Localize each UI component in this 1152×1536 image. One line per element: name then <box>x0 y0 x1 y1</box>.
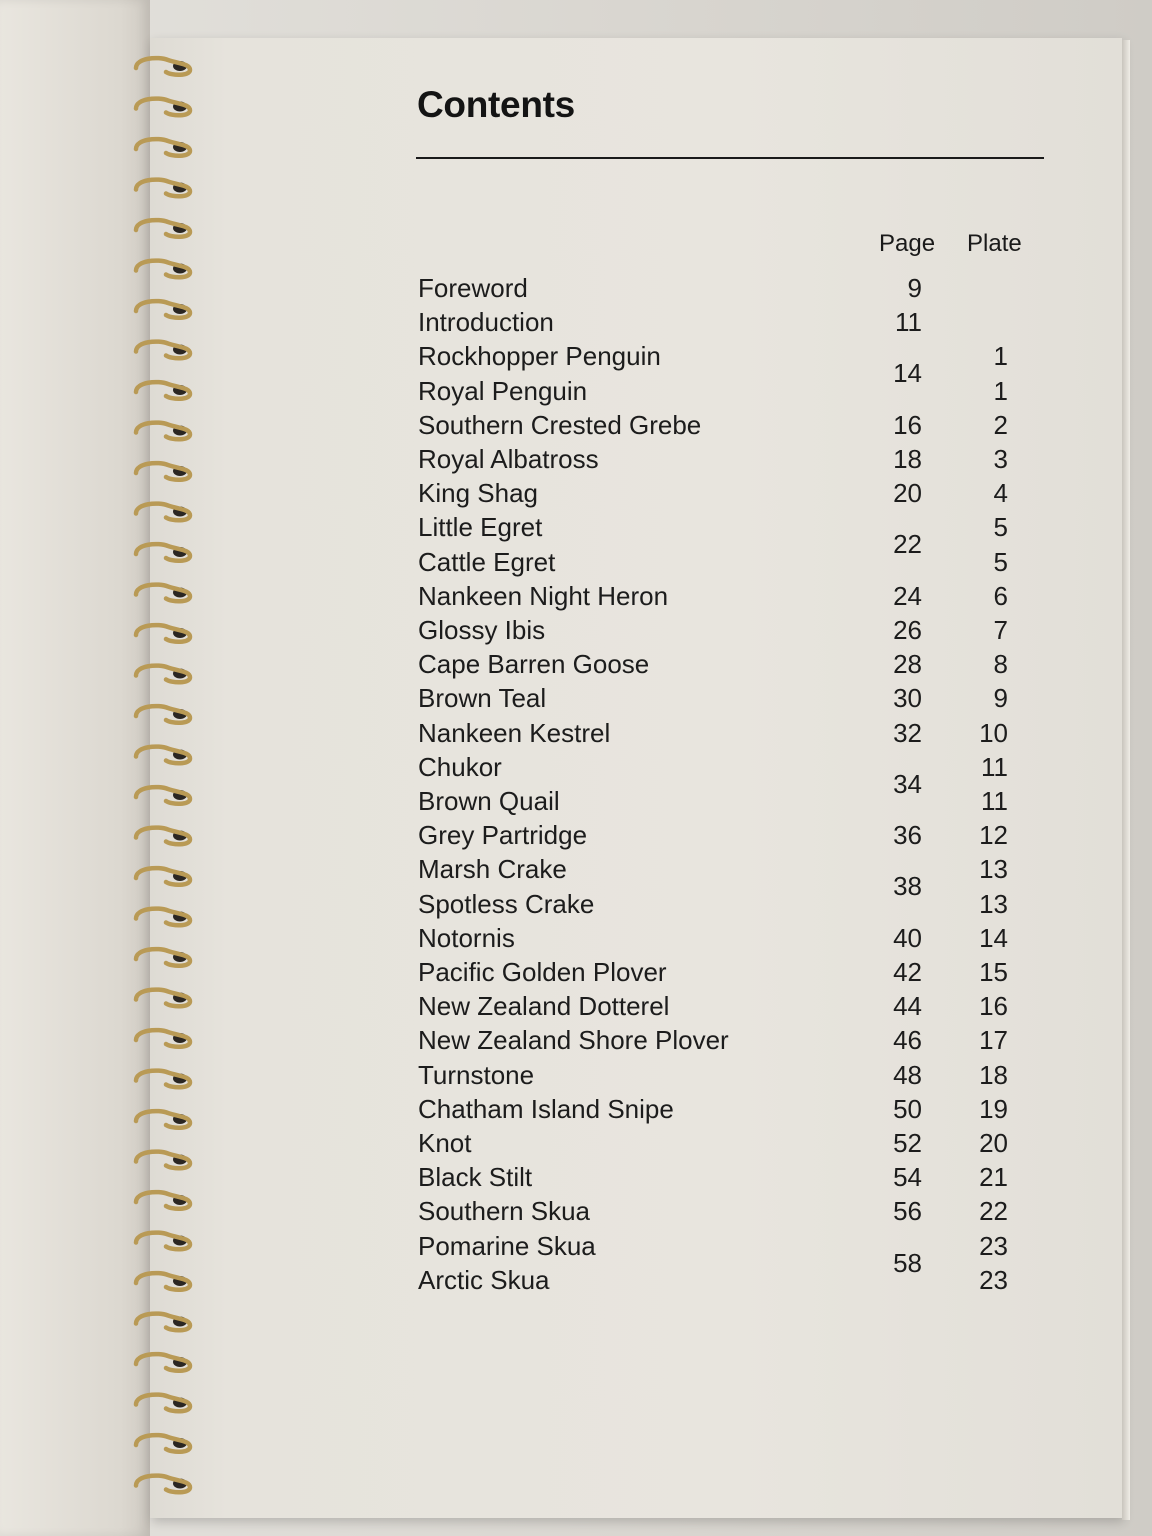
contents-row <box>0 1094 1152 1128</box>
entry-title: Knot <box>418 1128 472 1158</box>
entry-title: Pacific Golden Plover <box>418 957 667 987</box>
contents-row <box>0 410 1152 444</box>
entry-page-number: 44 <box>893 991 922 1022</box>
entry-plate-number: 1 <box>993 341 1008 372</box>
entry-title: Little Egret <box>418 512 543 543</box>
contents-row <box>0 957 1152 991</box>
entry-page-number: 46 <box>893 1025 922 1056</box>
entry-plate-number: 2 <box>993 409 1008 440</box>
contents-row <box>0 991 1152 1025</box>
entry-title: Brown Quail <box>418 786 560 816</box>
entry-page-number: 18 <box>893 444 922 474</box>
entry-page-number: 30 <box>893 683 922 714</box>
contents-row <box>0 1060 1152 1094</box>
entry-plate-number: 7 <box>993 615 1008 645</box>
entry-page-number: 14 <box>893 358 922 389</box>
contents-row <box>0 1162 1152 1196</box>
entry-page-number: 54 <box>893 1162 922 1193</box>
entry-plate-number: 21 <box>979 1162 1008 1193</box>
entry-plate-number: 3 <box>993 444 1008 474</box>
entry-plate-number: 16 <box>979 991 1008 1022</box>
entry-title: Royal Penguin <box>418 375 588 406</box>
entry-title: Black Stilt <box>418 1162 533 1193</box>
entry-plate-number: 6 <box>993 580 1008 611</box>
contents-row <box>0 751 1152 799</box>
contents-row <box>0 341 1152 389</box>
entry-plate-number: 1 <box>993 375 1008 406</box>
contents-row <box>0 444 1152 478</box>
contents-row <box>0 1196 1152 1230</box>
contents-row <box>0 273 1152 307</box>
entry-title: Foreword <box>418 273 528 303</box>
contents-row <box>0 889 1152 923</box>
entry-plate-number: 23 <box>979 1230 1008 1261</box>
entry-page-number: 26 <box>893 615 922 645</box>
entry-plate-number: 14 <box>979 922 1008 953</box>
entry-page-number: 24 <box>893 580 922 611</box>
entry-plate-number: 8 <box>993 649 1008 680</box>
entry-title: Brown Teal <box>418 683 547 714</box>
entry-title: King Shag <box>418 478 538 509</box>
entry-title: New Zealand Shore Plover <box>418 1025 729 1056</box>
entry-title: Chatham Island Snipe <box>418 1093 674 1124</box>
entry-title: Spotless Crake <box>418 888 595 919</box>
entry-page-number: 42 <box>893 957 922 987</box>
entry-title: Cattle Egret <box>418 546 556 577</box>
entry-plate-number: 5 <box>993 512 1008 543</box>
entry-title: Glossy Ibis <box>418 615 546 645</box>
contents-row <box>0 1230 1152 1278</box>
entry-plate-number: 12 <box>979 820 1008 851</box>
page-title: Contents <box>417 84 575 125</box>
entry-plate-number: 22 <box>979 1196 1008 1227</box>
contents-row <box>0 820 1152 854</box>
entry-page-number: 28 <box>893 649 922 680</box>
entry-plate-number: 23 <box>979 1264 1008 1295</box>
entry-title: Rockhopper Penguin <box>418 341 661 372</box>
column-header-page: Page <box>879 230 936 257</box>
column-header-plate: Plate <box>967 230 1022 257</box>
entry-plate-number: 18 <box>979 1059 1008 1090</box>
entry-page-number: 36 <box>893 820 922 851</box>
entry-page-number: 56 <box>893 1196 922 1227</box>
entry-page-number: 48 <box>893 1059 922 1090</box>
entry-title: Notornis <box>418 922 515 953</box>
entry-title: Southern Crested Grebe <box>418 409 702 440</box>
contents-row <box>0 547 1152 581</box>
entry-plate-number: 4 <box>993 478 1008 509</box>
entry-plate-number: 15 <box>979 957 1008 987</box>
entry-title: Grey Partridge <box>418 820 588 851</box>
entry-plate-number: 19 <box>979 1093 1008 1124</box>
entry-page-number: 16 <box>893 409 922 440</box>
entry-page-number: 11 <box>895 307 922 338</box>
entry-page-number: 38 <box>893 871 922 902</box>
entry-title: Chukor <box>418 751 502 782</box>
contents-row <box>0 1025 1152 1059</box>
entry-page-number: 32 <box>893 717 922 748</box>
contents-row <box>0 718 1152 752</box>
entry-title: Pomarine Skua <box>418 1230 596 1261</box>
entry-page-number: 58 <box>893 1247 922 1278</box>
contents-row <box>0 615 1152 649</box>
contents-row <box>0 1128 1152 1162</box>
contents-row <box>0 923 1152 957</box>
contents-row <box>0 854 1152 902</box>
entry-page-number: 9 <box>907 273 922 303</box>
entry-title: Arctic Skua <box>418 1264 550 1295</box>
entry-title: Marsh Crake <box>418 854 567 885</box>
entry-plate-number: 11 <box>981 786 1008 816</box>
entry-plate-number: 5 <box>993 546 1008 577</box>
entry-plate-number: 9 <box>993 683 1008 714</box>
entry-title: Cape Barren Goose <box>418 649 650 680</box>
entry-page-number: 40 <box>893 922 922 953</box>
entry-page-number: 22 <box>893 529 922 560</box>
entry-title: Royal Albatross <box>418 444 599 474</box>
contents-row <box>0 376 1152 410</box>
entry-page-number: 20 <box>893 478 922 509</box>
entry-title: Turnstone <box>418 1059 535 1090</box>
entry-page-number: 52 <box>893 1128 922 1158</box>
entry-title: New Zealand Dotterel <box>418 991 670 1022</box>
contents-row <box>0 307 1152 341</box>
entry-title: Southern Skua <box>418 1196 591 1227</box>
entry-plate-number: 20 <box>979 1128 1008 1158</box>
entry-title: Nankeen Kestrel <box>418 717 611 748</box>
contents-row <box>0 649 1152 683</box>
contents-row <box>0 1265 1152 1299</box>
contents-row <box>0 683 1152 717</box>
contents-row <box>0 786 1152 820</box>
entry-title: Introduction <box>418 307 554 338</box>
entry-plate-number: 13 <box>979 888 1008 919</box>
entry-page-number: 34 <box>893 768 922 799</box>
entry-plate-number: 17 <box>979 1025 1008 1056</box>
entry-plate-number: 11 <box>981 751 1008 782</box>
entry-page-number: 50 <box>893 1093 922 1124</box>
entry-plate-number: 13 <box>979 854 1008 885</box>
entry-title: Nankeen Night Heron <box>418 580 669 611</box>
entry-plate-number: 10 <box>979 717 1008 748</box>
contents-row <box>0 478 1152 512</box>
contents-row <box>0 581 1152 615</box>
contents-row <box>0 512 1152 560</box>
